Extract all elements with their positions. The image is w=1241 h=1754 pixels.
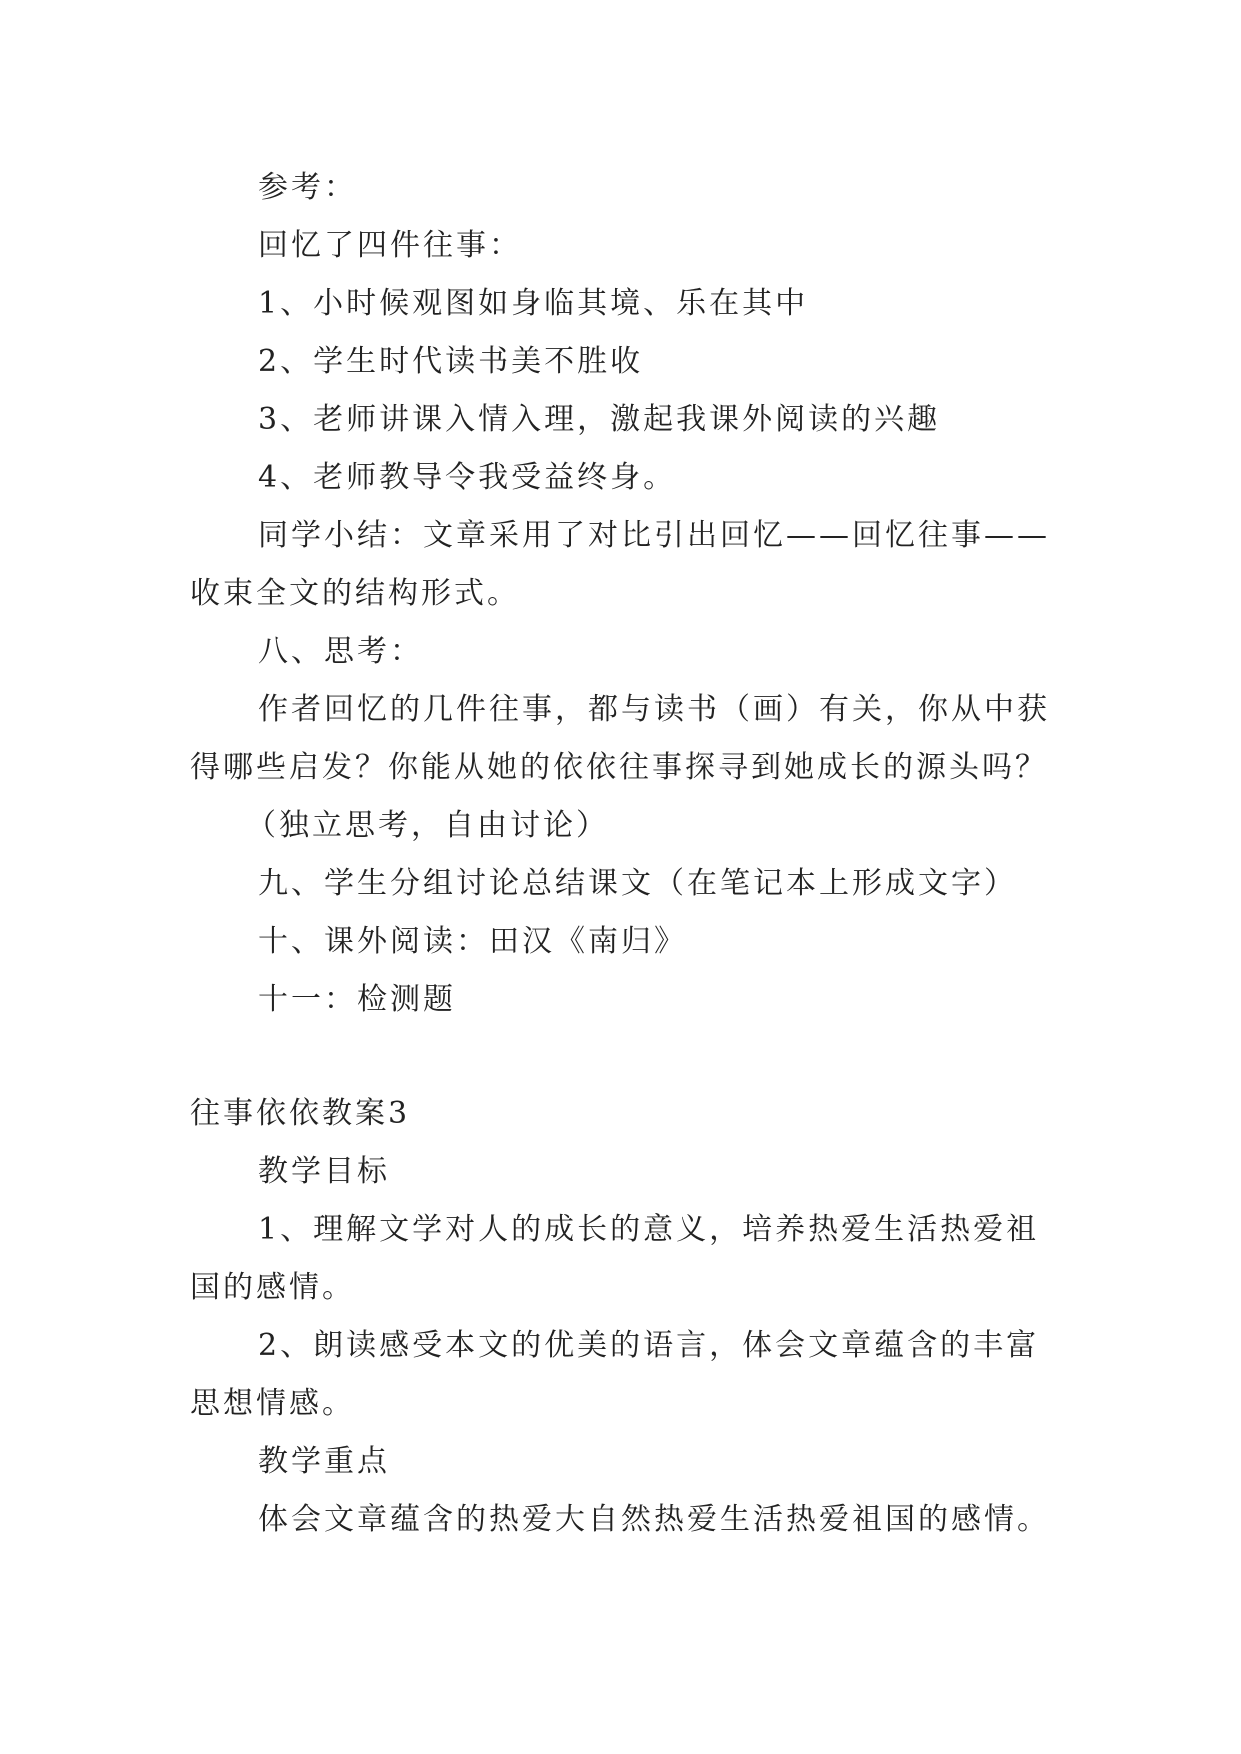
goal-2: 2、朗读感受本文的优美的语言，体会文章蕴含的丰富: [258, 1328, 1040, 1363]
goal-1-cont: 国的感情。: [190, 1270, 355, 1305]
think-note: （独立思考，自由讨论）: [246, 808, 609, 843]
think-heading: 八、思考：: [258, 634, 423, 669]
step-9: 九、学生分组讨论总结课文（在笔记本上形成文字）: [258, 866, 1017, 901]
list-item: 2、学生时代读书美不胜收: [258, 344, 644, 379]
goal-1: 1、理解文学对人的成长的意义，培养热爱生活热爱祖: [258, 1212, 1040, 1247]
list-item: 1、小时候观图如身临其境、乐在其中: [258, 286, 809, 321]
reference-label: 参考：: [258, 170, 357, 205]
memories-intro: 回忆了四件往事：: [258, 228, 522, 263]
step-10: 十、课外阅读：田汉《南归》: [258, 924, 687, 959]
goals-heading: 教学目标: [258, 1154, 390, 1189]
think-paragraph: 作者回忆的几件往事，都与读书（画）有关，你从中获: [258, 692, 1050, 727]
step-11: 十一：检测题: [258, 982, 456, 1017]
think-paragraph-cont: 得哪些启发？你能从她的依依往事探寻到她成长的源头吗？: [190, 750, 1048, 785]
focus-text: 体会文章蕴含的热爱大自然热爱生活热爱祖国的感情。: [258, 1502, 1050, 1537]
list-item: 3、老师讲课入情入理，激起我课外阅读的兴趣: [258, 402, 941, 437]
goal-2-cont: 思想情感。: [190, 1386, 355, 1421]
section-title: 往事依依教案3: [190, 1096, 411, 1131]
list-item: 4、老师教导令我受益终身。: [258, 460, 677, 495]
summary-paragraph: 同学小结：文章采用了对比引出回忆——回忆往事——: [258, 518, 1050, 553]
summary-paragraph-cont: 收束全文的结构形式。: [190, 576, 520, 611]
focus-heading: 教学重点: [258, 1444, 390, 1479]
